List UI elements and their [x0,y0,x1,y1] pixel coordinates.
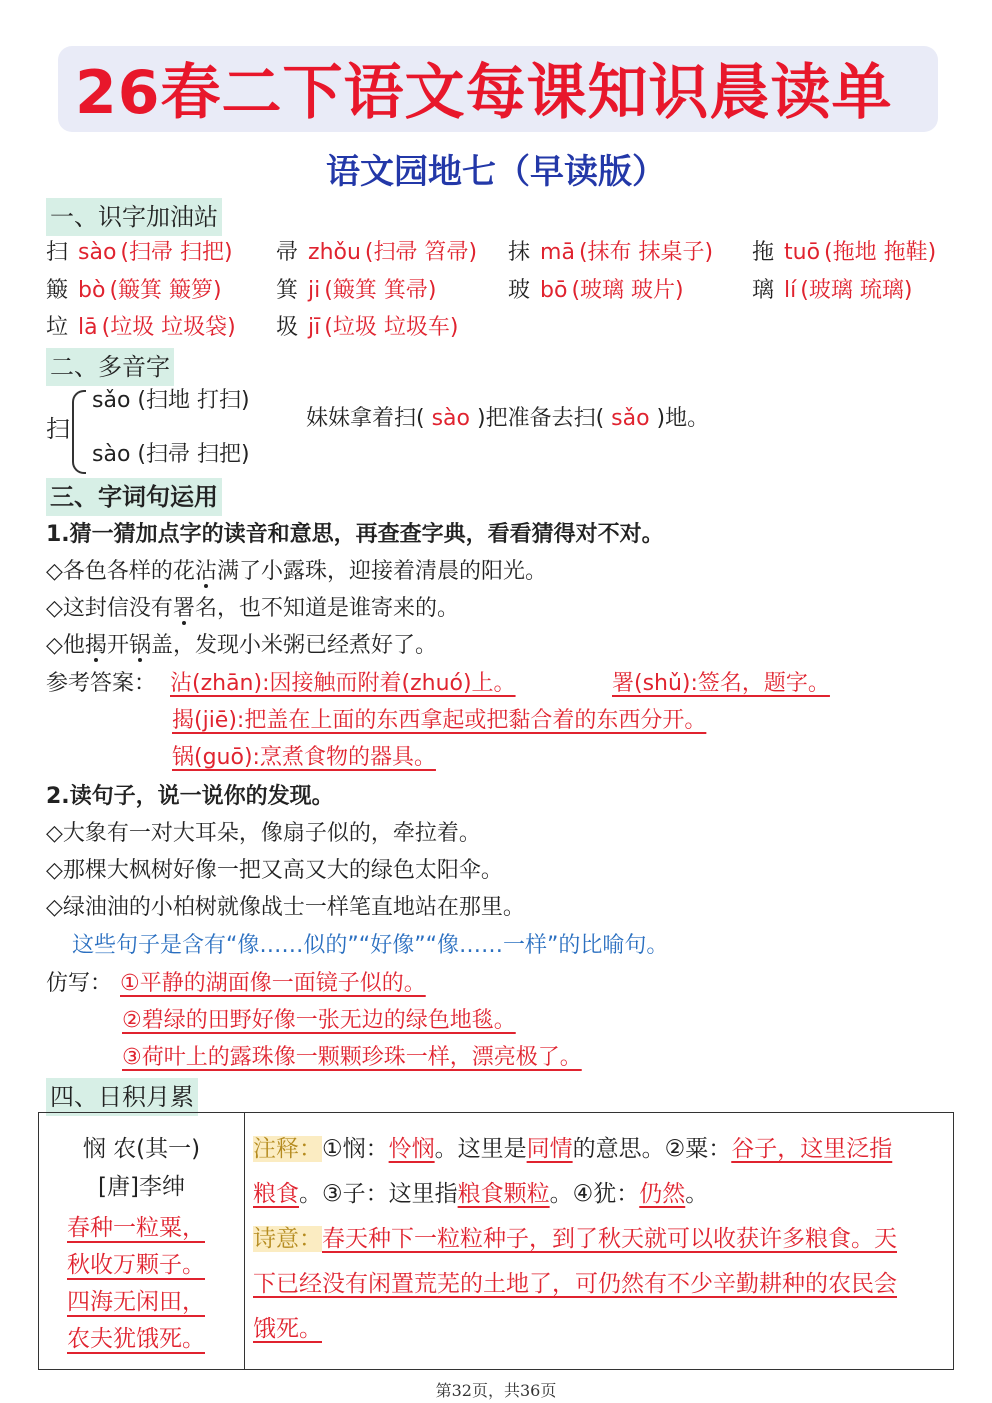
meaning-line-2: 下已经没有闲置荒芜的土地了，可仍然有不少辛勤耕种的农民会 [253,1271,897,1297]
literacy-words: (拖地 拖鞋) [824,240,937,265]
question-2-sentence-1: ◇大象有一对大耳朵，像扇子似的，牵拉着。 [46,821,481,846]
literacy-item [46,274,222,308]
question-1-title: 1.猜一猜加点字的读音和意思，再查查字典，看看猜得对不对。 [46,522,664,547]
literacy-pinyin: ji [308,278,321,303]
title-part-2: 每课知识晨读单 [465,58,893,128]
answer-shu: 署(shǔ):签名，题字。 [612,671,830,696]
question-2-title: 2.读句子，说一说你的发现。 [46,784,334,809]
polyphone-answer-2: sǎo [604,406,657,431]
lesson-subtitle: 语文园地七（早读版） [326,152,666,192]
imitate-3: ③荷叶上的露珠像一颗颗珍珠一样，漂亮极了。 [122,1045,582,1070]
literacy-words: (簸箕 箕帚) [324,278,437,303]
question-1-sentence-1: ◇各色各样的花沾满了小露珠，迎接着清晨的阳光。 [46,559,547,584]
literacy-char: 扫 [46,240,69,265]
page-title [75,50,893,136]
literacy-words: (扫帚 扫把) [120,240,233,265]
literacy-words: (垃圾 垃圾车) [324,315,459,340]
literacy-words: (玻璃 玻片) [571,278,684,303]
literacy-item [46,311,236,345]
literacy-words: (抹布 抹桌子) [578,240,714,265]
section-heading-usage: 三、字词句运用 [46,478,222,516]
question-1-sentence-3: ◇他揭开锅盖，发现小米粥已经煮好了。 [46,633,437,658]
imitate-1: ①平静的湖面像一面镜子似的。 [120,971,426,996]
meaning-line-3: 饿死。 [253,1316,322,1342]
literacy-pinyin: zhǒu [308,240,361,265]
literacy-pinyin: bō [540,278,568,303]
literacy-pinyin: mā [540,240,575,265]
literacy-item [752,274,912,308]
notes-label: 注释： [253,1136,322,1162]
literacy-words: (扫帚 笤帚) [364,240,478,265]
notes-line-1: 注释：①悯：怜悯。这里是同情的意思。②粟：谷子，这里泛指 [253,1136,893,1162]
literacy-char: 抹 [508,240,531,265]
section-heading-literacy: 一、识字加油站 [46,198,222,236]
polyphone-answer-1: sào [424,406,477,431]
answer-jie: 揭(jiē):把盖在上面的东西拿起或把黏合着的东西分开。 [172,708,707,733]
literacy-char: 垃 [46,315,69,340]
literacy-pinyin: lā [78,315,98,340]
table-divider [244,1113,245,1369]
poem-table [38,1112,954,1370]
poem-line-4: 农夫犹饿死。 [67,1326,205,1352]
finding-text: 这些句子是含有“像……似的”“好像”“像……一样”的比喻句。 [72,933,669,958]
poem-title: 悯 农(其一) [82,1136,201,1162]
literacy-char: 玻 [508,278,531,303]
literacy-words: (玻璃 琉璃) [800,278,913,303]
literacy-item [752,236,936,270]
question-2-sentence-2: ◇那棵大枫树好像一把又高又大的绿色太阳伞。 [46,858,503,883]
literacy-char: 簸 [46,278,69,303]
literacy-words: (垃圾 垃圾袋) [101,315,236,340]
meaning-line-1: 诗意：春天种下一粒粒种子，到了秋天就可以收获许多粮食。天 [253,1226,897,1252]
literacy-char: 拖 [752,240,775,265]
poem-line-3: 四海无闲田， [67,1289,205,1315]
literacy-char: 箕 [276,278,299,303]
page-number: 第32页，共36页 [435,1381,557,1400]
literacy-char: 圾 [276,315,299,340]
literacy-item [508,236,713,270]
meaning-label: 诗意： [253,1226,322,1252]
answer-zhan: 沾(zhān):因接触而附着(zhuó)上。 [170,671,516,696]
polyphone-char: 扫 [46,415,70,443]
section-heading-polyphone: 二、多音字 [46,348,174,386]
literacy-item [46,236,233,270]
poem-line-1: 春种一粒粟， [67,1215,205,1241]
section-heading-accumulation: 四、日积月累 [46,1078,198,1116]
poem-line-2: 秋收万颗子。 [67,1252,205,1278]
imitate-label: 仿写： [46,971,113,996]
poem-author: [唐]李绅 [98,1174,185,1200]
title-part-1: 26春二下语文 [75,58,466,128]
literacy-item [276,236,477,270]
polyphone-reading-2: sào (扫帚 扫把) [92,442,250,467]
literacy-pinyin: bò [78,278,106,303]
literacy-pinyin: jī [308,315,321,340]
literacy-pinyin: lí [784,278,797,303]
polyphone-reading-1: sǎo (扫地 打扫) [92,388,250,413]
literacy-pinyin: sào [78,240,117,265]
notes-line-2: 粮食。③子：这里指粮食颗粒。④犹：仍然。 [253,1181,709,1207]
question-2-sentence-3: ◇绿油油的小柏树就像战士一样笔直地站在那里。 [46,895,525,920]
literacy-char: 璃 [752,278,775,303]
polyphone-sentence: 妹妹拿着扫( sào )把准备去扫( sǎo )地。 [306,406,710,431]
answer-guo: 锅(guō):烹煮食物的器具。 [172,745,436,770]
question-1-sentence-2: ◇这封信没有署名，也不知道是谁寄来的。 [46,596,459,621]
brace-symbol [72,390,86,474]
reference-answer-label: 参考答案： [46,671,157,696]
literacy-char: 帚 [276,240,299,265]
literacy-item [276,274,436,308]
imitate-2: ②碧绿的田野好像一张无边的绿色地毯。 [122,1008,516,1033]
literacy-words: (簸箕 簸箩) [109,278,222,303]
literacy-item [276,311,458,345]
literacy-pinyin: tuō [784,240,821,265]
literacy-item [508,274,684,308]
